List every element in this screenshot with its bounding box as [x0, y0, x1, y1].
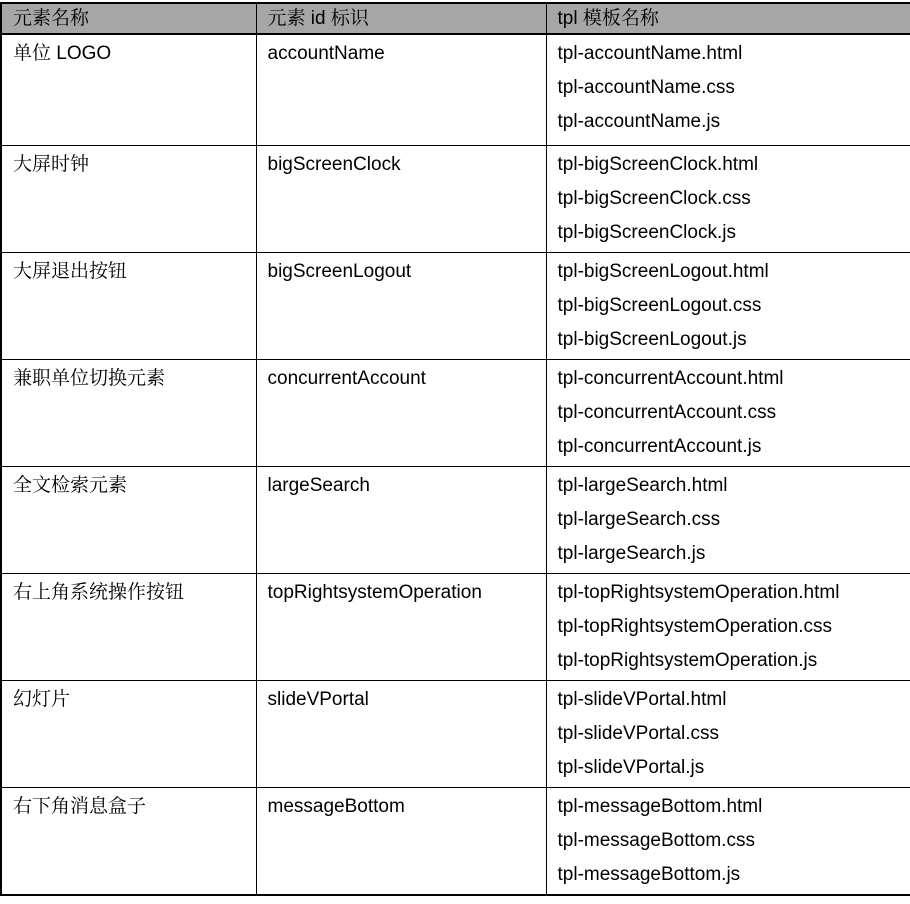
template-file-css: tpl-slideVPortal.css — [557, 723, 720, 744]
table-row — [1, 467, 910, 574]
template-file-js: tpl-bigScreenClock.js — [557, 222, 736, 243]
header-template-name: tpl 模板名称 — [546, 3, 910, 34]
template-file-js: tpl-accountName.js — [557, 111, 721, 132]
template-file-js: tpl-messageBottom.js — [557, 864, 741, 885]
element-id-cell: accountName — [256, 34, 546, 146]
header-element-id: 元素 id 标识 — [256, 3, 546, 34]
element-name-cell: 右上角系统操作按钮 — [1, 574, 256, 681]
table-row — [1, 574, 910, 681]
template-file-css: tpl-bigScreenClock.css — [557, 188, 751, 209]
template-files-cell — [546, 253, 910, 360]
template-file-js: tpl-topRightsystemOperation.js — [557, 650, 818, 671]
template-file-css: tpl-topRightsystemOperation.css — [557, 616, 833, 637]
element-name-cell: 大屏时钟 — [1, 146, 256, 253]
template-file-html: tpl-messageBottom.html — [557, 796, 763, 817]
template-file-css: tpl-largeSearch.css — [557, 509, 721, 530]
template-file-js: tpl-slideVPortal.js — [557, 757, 705, 778]
table-row — [1, 681, 910, 788]
template-file-css: tpl-bigScreenLogout.css — [557, 295, 762, 316]
template-file-html: tpl-bigScreenLogout.html — [557, 261, 769, 282]
element-name-cell: 大屏退出按钮 — [1, 253, 256, 360]
template-file-html: tpl-concurrentAccount.html — [557, 368, 784, 389]
template-file-css: tpl-messageBottom.css — [557, 830, 755, 851]
element-id-cell: messageBottom — [256, 788, 546, 896]
template-file-html: tpl-bigScreenClock.html — [557, 154, 759, 175]
element-name-cell: 幻灯片 — [1, 681, 256, 788]
element-name-cell: 全文检索元素 — [1, 467, 256, 574]
table-header-row — [1, 3, 910, 34]
table-row — [1, 253, 910, 360]
template-file-html: tpl-accountName.html — [557, 43, 743, 64]
element-id-cell: topRightsystemOperation — [256, 574, 546, 681]
element-id-cell: concurrentAccount — [256, 360, 546, 467]
element-template-table — [0, 2, 910, 896]
template-files-cell — [546, 467, 910, 574]
template-file-html: tpl-slideVPortal.html — [557, 689, 727, 710]
element-id-cell: largeSearch — [256, 467, 546, 574]
element-name-cell: 兼职单位切换元素 — [1, 360, 256, 467]
element-name-cell: 右下角消息盒子 — [1, 788, 256, 896]
template-file-css: tpl-concurrentAccount.css — [557, 402, 777, 423]
template-files-cell — [546, 360, 910, 467]
template-file-js: tpl-concurrentAccount.js — [557, 436, 762, 457]
element-id-cell: bigScreenClock — [256, 146, 546, 253]
template-files-cell — [546, 681, 910, 788]
template-file-css: tpl-accountName.css — [557, 77, 735, 98]
element-id-cell: bigScreenLogout — [256, 253, 546, 360]
template-file-js: tpl-bigScreenLogout.js — [557, 329, 747, 350]
template-files-cell — [546, 788, 910, 896]
table-row — [1, 788, 910, 896]
table-row — [1, 34, 910, 146]
table-row — [1, 146, 910, 253]
header-element-name: 元素名称 — [1, 3, 256, 34]
template-files-cell — [546, 574, 910, 681]
template-file-html: tpl-largeSearch.html — [557, 475, 728, 496]
element-name-cell: 单位 LOGO — [1, 34, 256, 146]
element-id-cell: slideVPortal — [256, 681, 546, 788]
template-files-cell — [546, 34, 910, 146]
template-file-html: tpl-topRightsystemOperation.html — [557, 582, 840, 603]
template-files-cell — [546, 146, 910, 253]
table-row — [1, 360, 910, 467]
template-file-js: tpl-largeSearch.js — [557, 543, 706, 564]
